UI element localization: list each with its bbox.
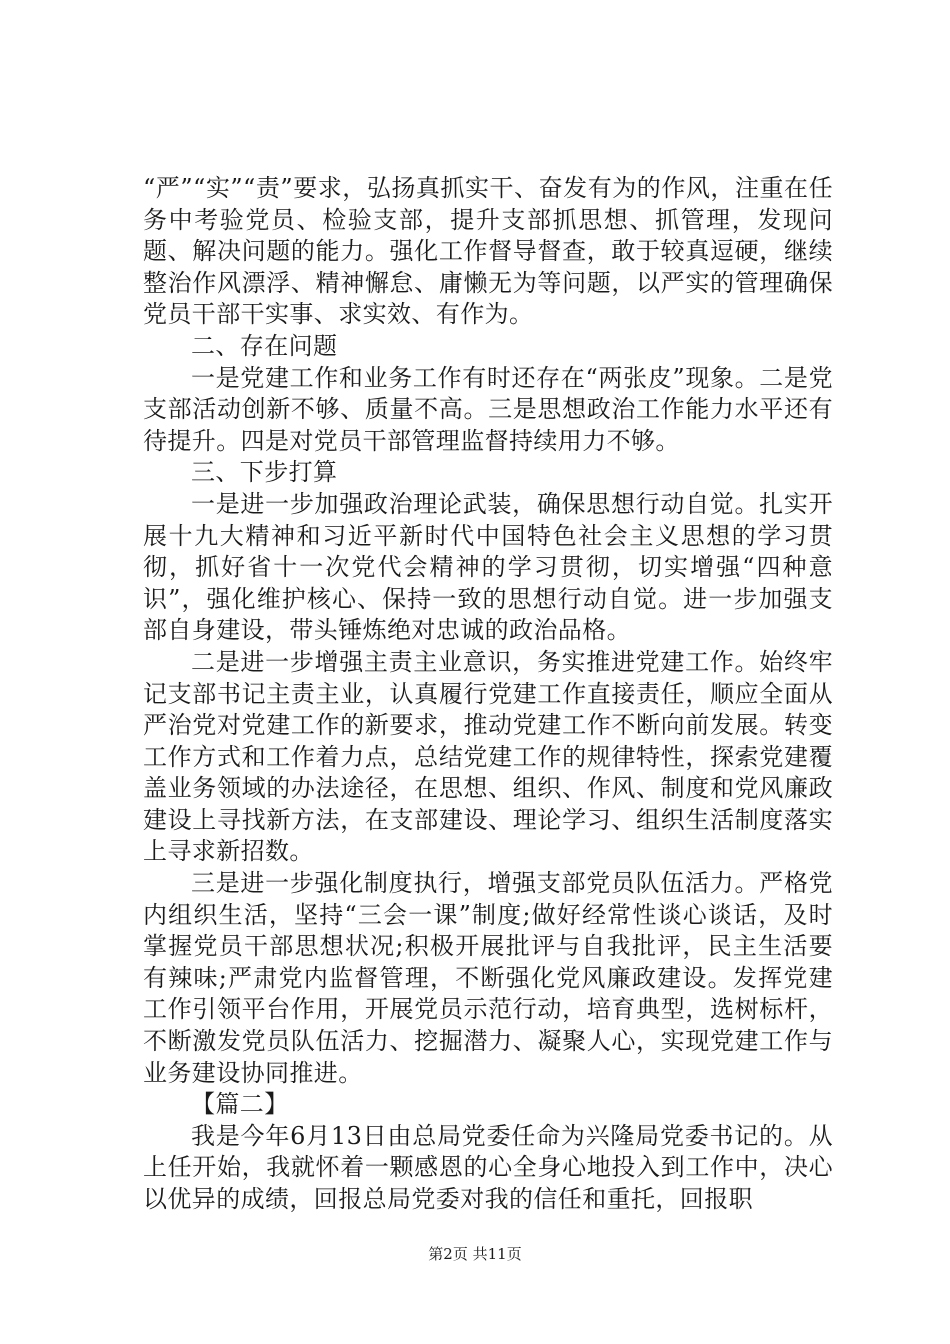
paragraph-step-three: 三是进一步强化制度执行，增强支部党员队伍活力。严格党内组织生活，坚持“三会一课”制度;做好经常性谈心谈话，及时掌握党员干部思想状况;积极开展批评与自我批评，民主生活要有辣味;严肃党内监督管理，不断强化党风廉政建设。发挥党建工作引领平台作用，开展党员示范行动，培育典型，选树标杆，不断激发党员队伍活力、挖掘潜力、凝聚人心，实现党建工作与业务建设协同推进。 bbox=[143, 869, 833, 1087]
paragraph-step-two: 二是进一步增强主责主业意识，务实推进党建工作。始终牢记支部书记主责主业，认真履行党建工作直接责任，顺应全面从严治党对党建工作的新要求，推动党建工作不断向前发展。转变工作方式和工作着力点，总结党建工作的规律特性，探索党建覆盖业务领域的办法途径，在思想、组织、作风、制度和党风廉政建设上寻找新方法，在支部建设、理论学习、组织生活制度落实上寻求新招数。 bbox=[143, 647, 833, 866]
page-number-footer: 第2页 共11页 bbox=[428, 1245, 522, 1263]
paragraph-continuation: “严”“实”“责”要求，弘扬真抓实干、奋发有为的作风，注重在任务中考验党员、检验支部，提升支部抓思想、抓管理，发现问题、解决问题的能力。强化工作督导督查，敢于较真逗硬，继续整治作风漂浮、精神懈怠、庸懒无为等问题，以严实的管理确保党员干部干实事、求实效、有作为。 bbox=[143, 174, 833, 329]
paragraph-part-two-intro: 我是今年6月13日由总局党委任命为兴隆局党委书记的。从上任开始，我就怀着一颗感恩的心全身心地投入到工作中，决心以优异的成绩，回报总局党委对我的信任和重托，回报职 bbox=[143, 1121, 833, 1213]
section-heading-part-two: 【篇二】 bbox=[191, 1090, 289, 1119]
section-heading-next-steps: 三、下步打算 bbox=[191, 458, 338, 487]
section-heading-problems: 二、存在问题 bbox=[191, 331, 338, 360]
document-body bbox=[143, 173, 833, 1216]
paragraph-step-one: 一是进一步加强政治理论武装，确保思想行动自觉。扎实开展十九大精神和习近平新时代中国特色社会主义思想的学习贯彻，抓好省十一次党代会精神的学习贯彻，切实增强“四种意识”，强化维护核心、保持一致的思想行动自觉。进一步加强支部自身建设，带头锤炼绝对忠诚的政治品格。 bbox=[143, 489, 833, 645]
paragraph-problems: 一是党建工作和业务工作有时还存在“两张皮”现象。二是党支部活动创新不够、质量不高。三是思想政治工作能力水平还有待提升。四是对党员干部管理监督持续用力不够。 bbox=[143, 363, 833, 455]
